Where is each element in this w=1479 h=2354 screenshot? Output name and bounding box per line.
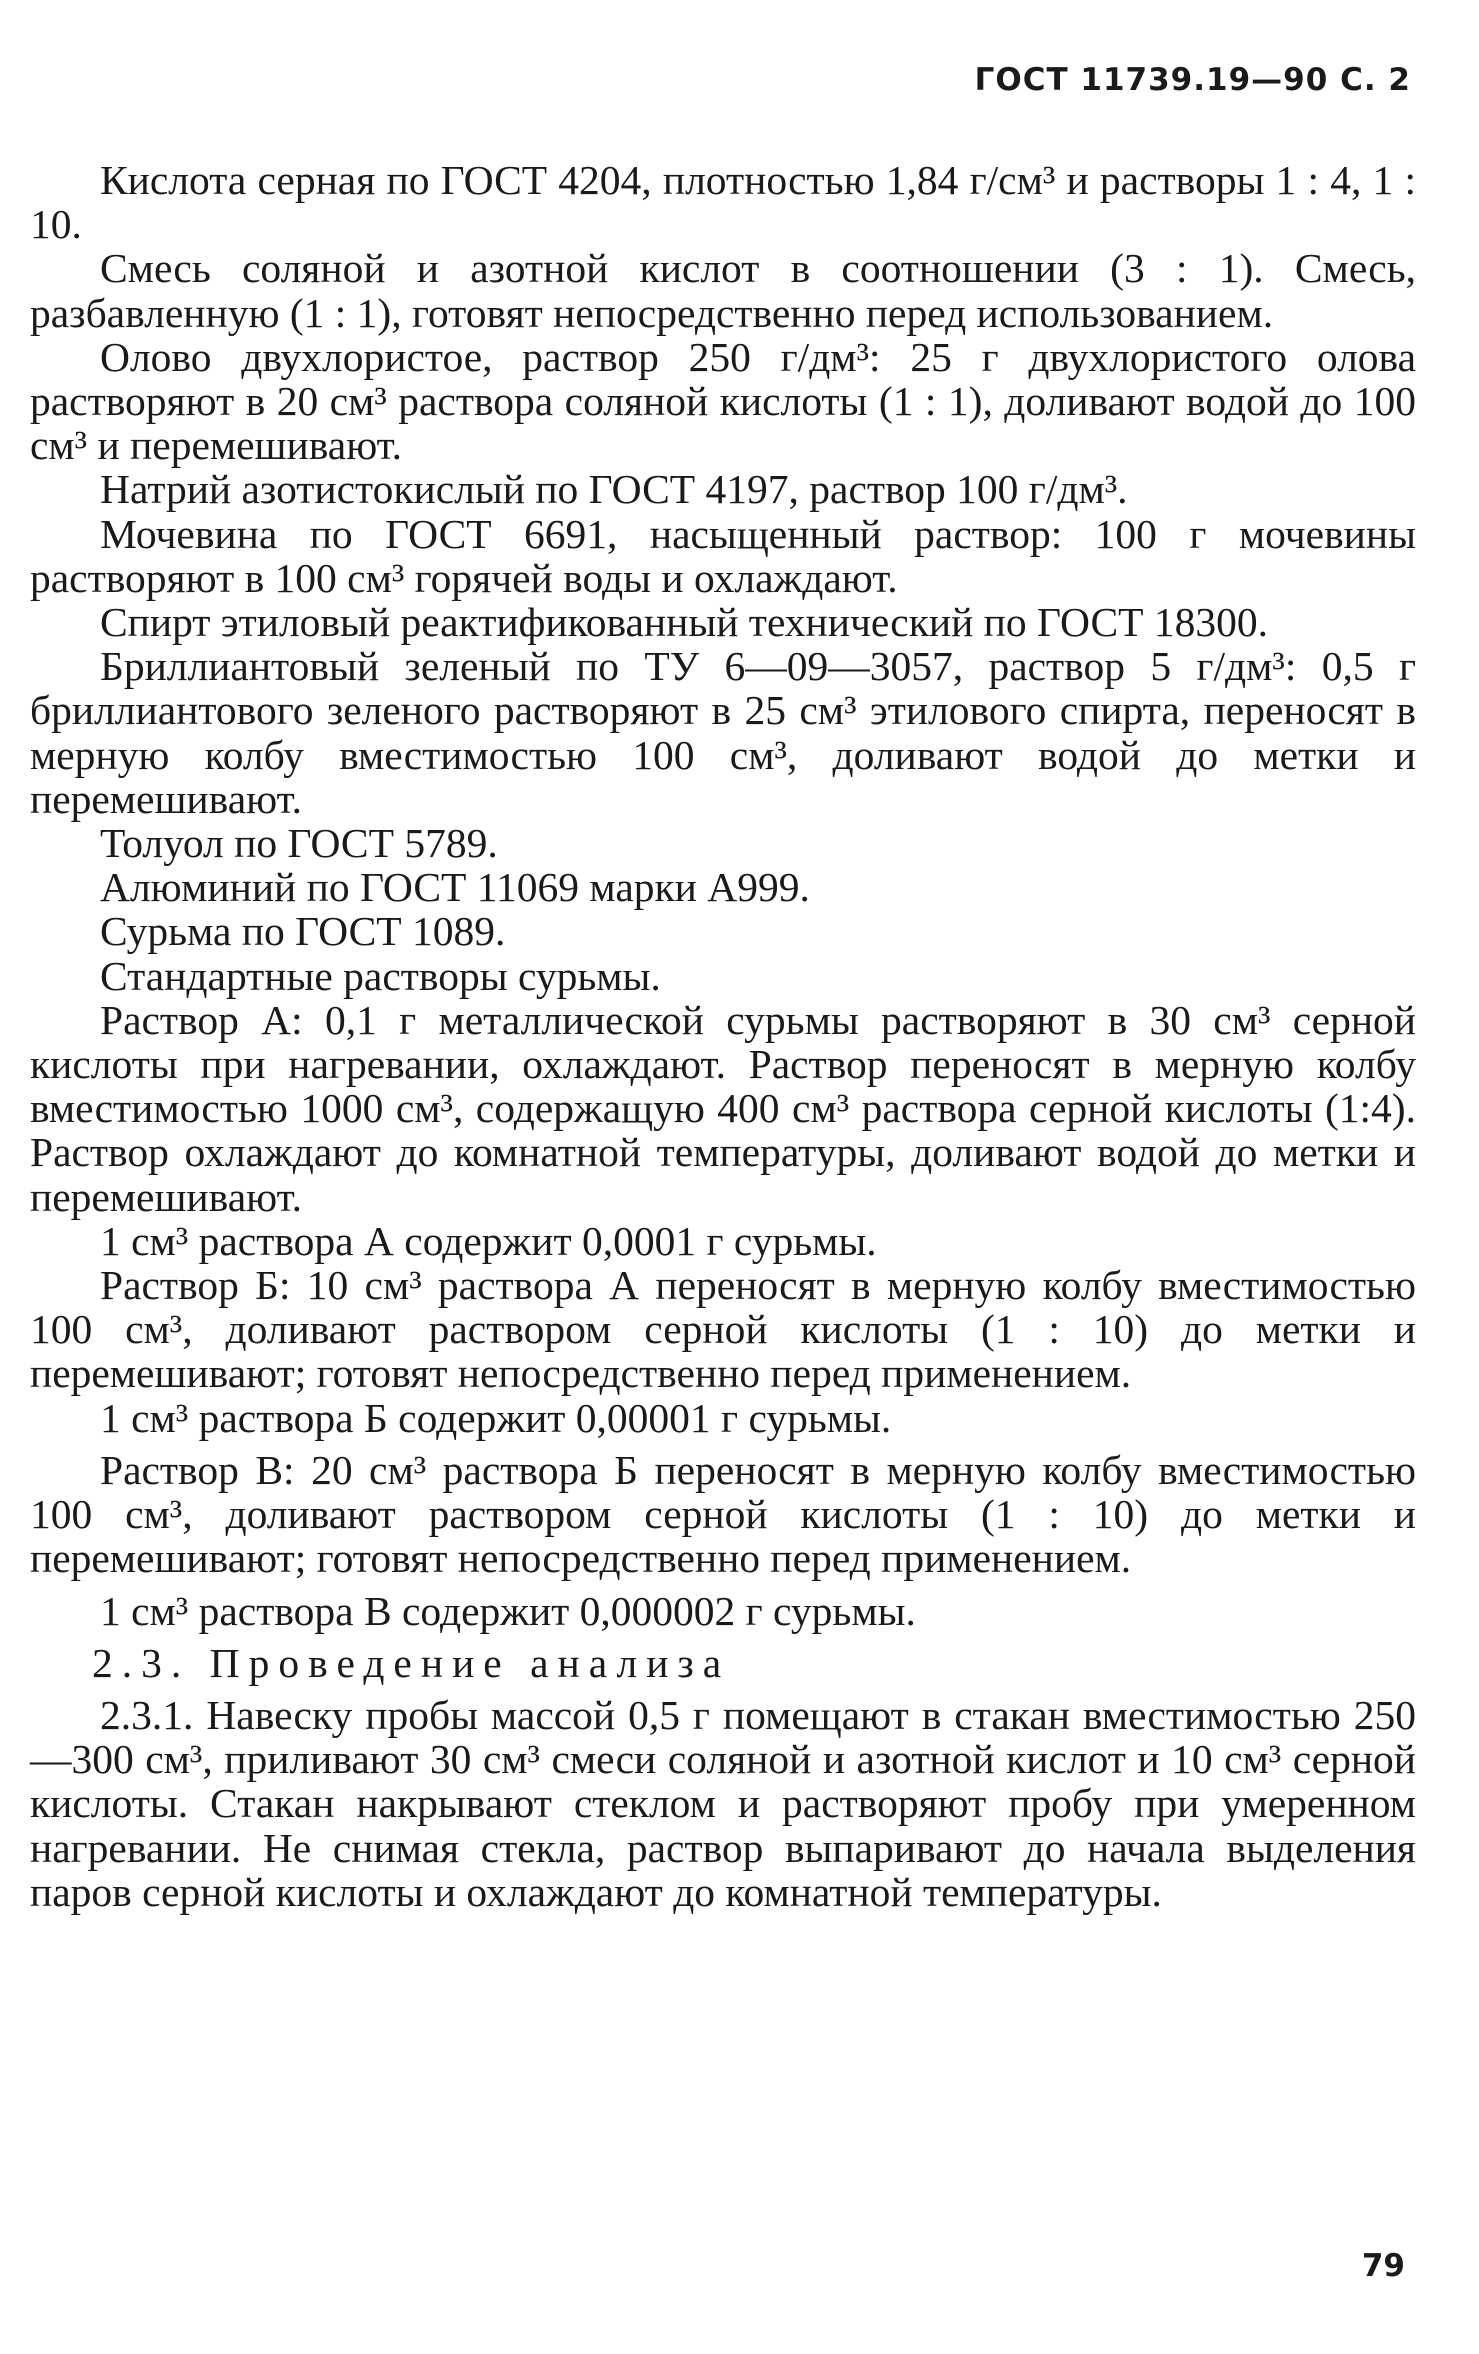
paragraph-tin-chloride: Олово двухлористое, раствор 250 г/дм³: 25 г двухлористого олова растворяют в 20 см³ раствора соляной кислоты (1 : 1), доливают водой до 100 см³ и перемешивают. (30, 333, 1416, 469)
paragraph-solution-a-content: 1 см³ раствора А содержит 0,0001 г сурьмы. (100, 1217, 877, 1264)
document-body (30, 158, 1416, 1914)
paragraph-ethanol: Спирт этиловый реактификованный технический по ГОСТ 18300. (100, 599, 1268, 646)
paragraph-solution-a: Раствор А: 0,1 г металлической сурьмы растворяют в 30 см³ серной кислоты при нагревании, охлаждают. Раствор переносят в мерную колбу вместимостью 1000 см³, содержащую 400 см³ раствора серной кислоты (1:4). Раствор охлаждают до комнатной температуры, доливают водой до метки и перемешивают. (30, 996, 1416, 1220)
paragraph-standard-solutions: Стандартные растворы сурьмы. (100, 952, 661, 999)
paragraph-acid-mixture: Смесь соляной и азотной кислот в соотношении (3 : 1). Смесь, разбавленную (1 : 1), готовят непосредственно перед использованием. (30, 245, 1416, 336)
paragraph-antimony: Сурьма по ГОСТ 1089. (100, 908, 506, 955)
paragraph-analysis-step: 2.3.1. Навеску пробы массой 0,5 г помещают в стакан вместимостью 250—300 см³, приливают 30 см³ смеси соляной и азотной кислот и 10 см³ серной кислоты. Стакан накрывают стеклом и растворяют пробу при умеренном нагревании. Не снимая стекла, раствор выпаривают до начала выделения паров серной кислоты и охлаждают до комнатной температуры. (30, 1691, 1416, 1915)
paragraph-aluminium: Алюминий по ГОСТ 11069 марки А999. (100, 864, 810, 911)
paragraph-solution-b-content: 1 см³ раствора Б содержит 0,00001 г сурьмы. (100, 1394, 892, 1441)
paragraph-solution-v: Раствор В: 20 см³ раствора Б переносят в мерную колбу вместимостью 100 см³, доливают раствором серной кислоты (1 : 10) до метки и перемешивают; готовят непосредственно перед применением. (30, 1446, 1416, 1582)
paragraph-solution-v-content: 1 см³ раствора В содержит 0,000002 г сурьмы. (100, 1587, 916, 1634)
paragraph-urea: Мочевина по ГОСТ 6691, насыщенный раствор: 100 г мочевины растворяют в 100 см³ горячей воды и охлаждают. (30, 510, 1416, 601)
paragraph-brilliant-green: Бриллиантовый зеленый по ТУ 6—09—3057, раствор 5 г/дм³: 0,5 г бриллиантового зеленого растворяют в 25 см³ этилового спирта, переносят в мерную колбу вместимостью 100 см³, доливают водой до метки и перемешивают. (30, 643, 1416, 822)
section-heading: 2.3. Проведение анализа (92, 1639, 731, 1686)
paragraph-solution-b: Раствор Б: 10 см³ раствора А переносят в мерную колбу вместимостью 100 см³, доливают раствором серной кислоты (1 : 10) до метки и перемешивают; готовят непосредственно перед применением. (30, 1262, 1416, 1397)
paragraph-toluene: Толуол по ГОСТ 5789. (100, 820, 498, 867)
page-number: 79 (1361, 2248, 1405, 2284)
paragraph-sodium-nitrite: Натрий азотистокислый по ГОСТ 4197, раствор 100 г/дм³. (100, 466, 1128, 513)
page-header: ГОСТ 11739.19—90 С. 2 (974, 62, 1411, 98)
paragraph-sulfuric-acid: Кислота серная по ГОСТ 4204, плотностью 1,84 г/см³ и растворы 1 : 4, 1 : 10. (30, 157, 1416, 248)
